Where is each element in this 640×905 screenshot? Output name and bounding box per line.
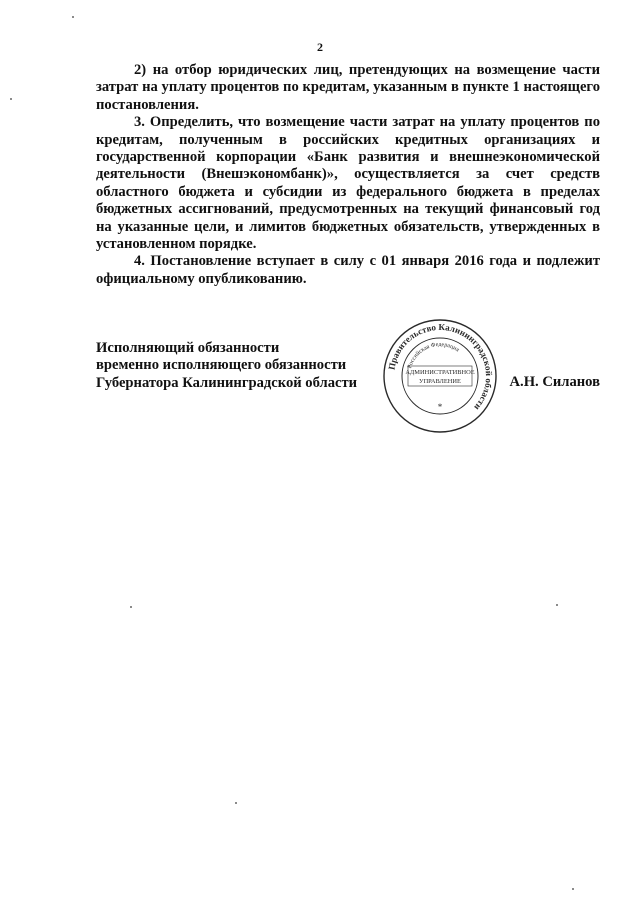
signer-title-line-1: Исполняющий обязанности bbox=[96, 340, 280, 356]
signer-title bbox=[96, 340, 357, 392]
scan-speck bbox=[235, 802, 237, 804]
signer-name: А.Н. Силанов bbox=[509, 374, 600, 390]
signer-title-line-2: временно исполняющего обязанности bbox=[96, 357, 347, 374]
scan-speck bbox=[556, 604, 558, 606]
page-number: 2 bbox=[317, 40, 323, 54]
official-seal-icon bbox=[380, 316, 500, 436]
scan-speck bbox=[130, 606, 132, 608]
scan-speck bbox=[72, 16, 74, 18]
signer-title-line-3: Губернатора Калининградской области bbox=[96, 374, 358, 391]
seal-outer-ring bbox=[384, 320, 496, 432]
seal-outer-text: Правительство Калининградской области bbox=[386, 321, 495, 413]
document-body bbox=[96, 62, 600, 288]
signature-block bbox=[96, 321, 600, 440]
seal-center-line-1: АДМИНИСТРАТИВНОЕ bbox=[405, 369, 475, 376]
paragraph-4: 4. Постановление вступает в силу с 01 января 2016 года и подлежит официальному опубликованию. bbox=[96, 253, 600, 287]
paragraph-3: 3. Определить, что возмещение части затрат на уплату процентов по кредитам, полученным в российских кредитных организациях и государственной корпорации «Банк развития и внешнеэкономической деятельности (Внешэкономбанк)», осуществляется за счет средств областного бюджета и субсидии из федерального бюджета в пределах бюджетных ассигнований, предусмотренных на текущий финансовый год на указанные цели, и лимитов бюджетных обязательств, утвержденных в установленном порядке. bbox=[96, 114, 600, 253]
scan-speck bbox=[572, 888, 574, 890]
seal-star: * bbox=[437, 402, 443, 412]
paragraph-2: 2) на отбор юридических лиц, претендующих на возмещение части затрат на уплату процентов по кредитам, указанным в пункте 1 настоящего постановления. bbox=[96, 62, 600, 113]
seal-top-text: Российская Федерация bbox=[407, 341, 461, 370]
seal-center-line-2: УПРАВЛЕНИЕ bbox=[419, 378, 461, 385]
scan-speck bbox=[10, 98, 12, 100]
